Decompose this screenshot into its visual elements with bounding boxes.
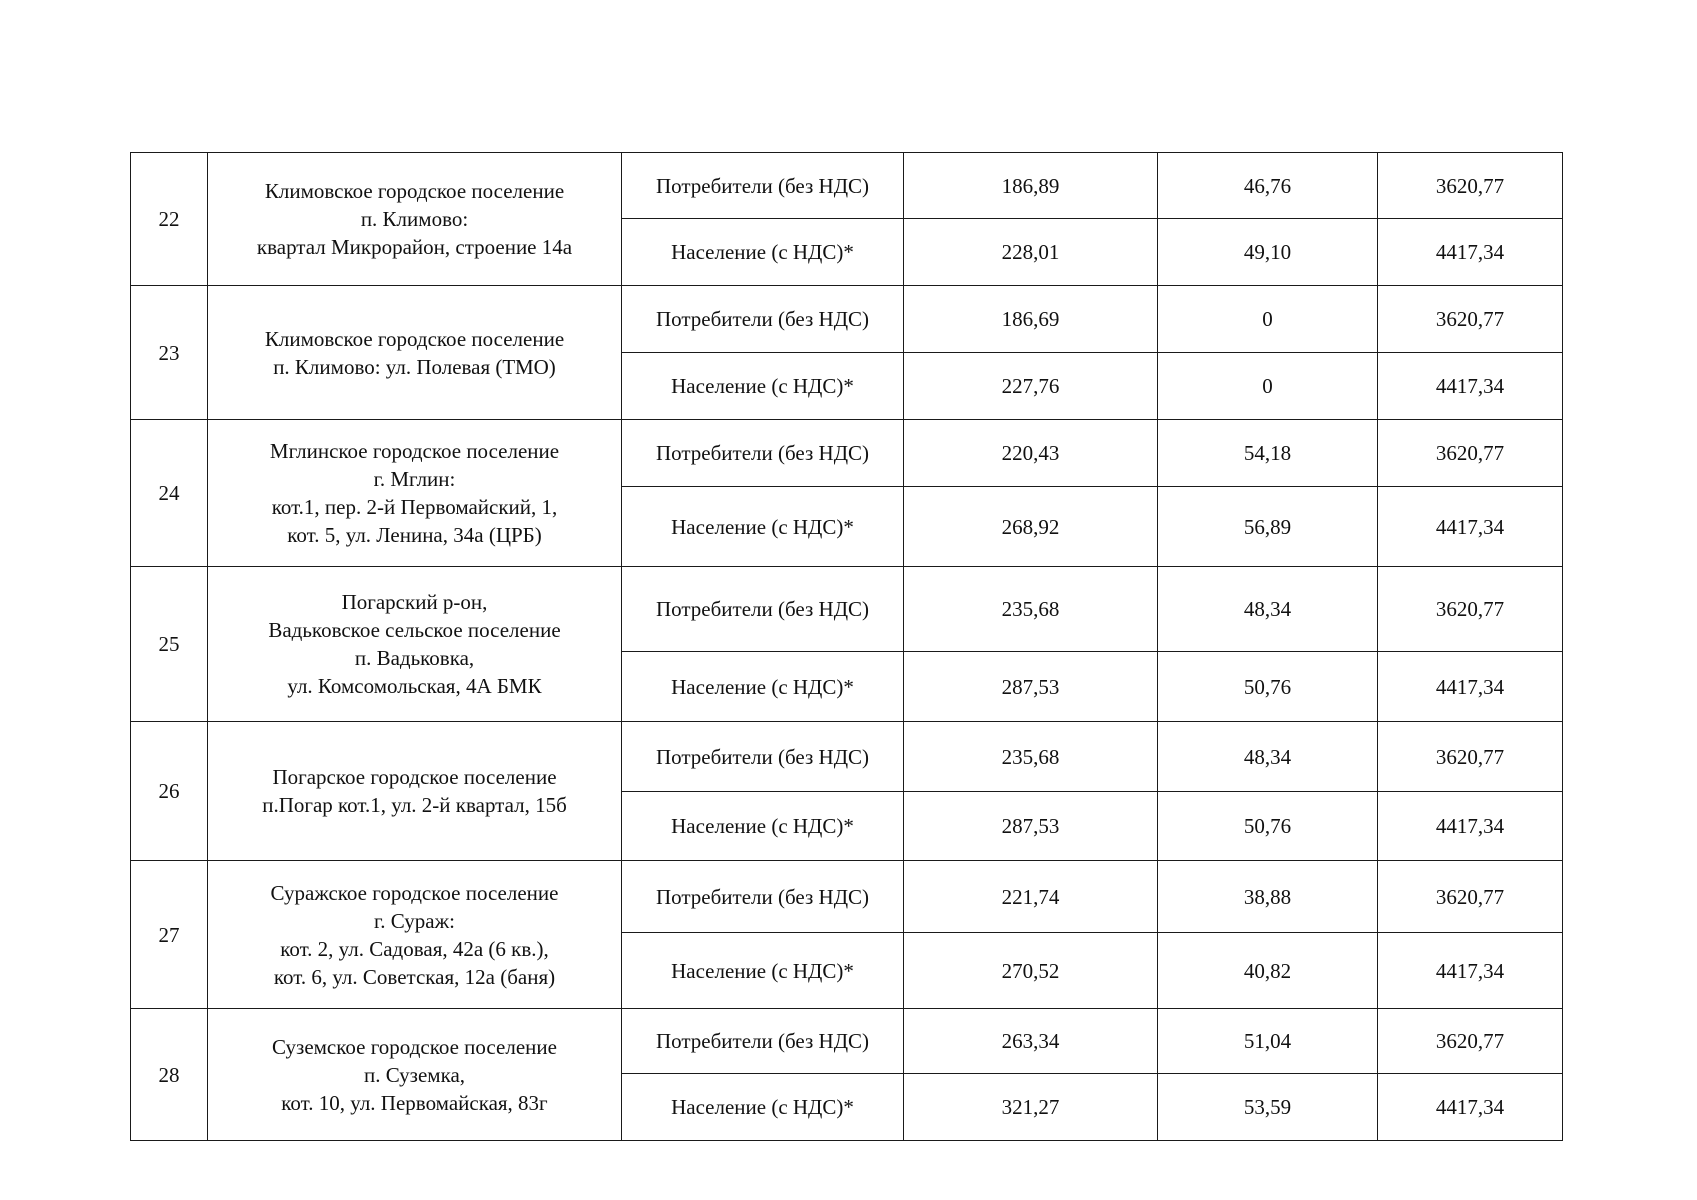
- tariff-value: 53,59: [1158, 1074, 1378, 1141]
- address-line: п.Погар кот.1, ул. 2-й квартал, 15б: [262, 793, 567, 817]
- tariff-table-body: [131, 153, 1563, 1141]
- address-line: Суражское городское поселение: [270, 880, 559, 905]
- tariff-value: 227,76: [904, 353, 1158, 420]
- tariff-value: 50,76: [1158, 792, 1378, 861]
- address-line: квартал Микрорайон, строение 14а: [256, 235, 573, 259]
- tariff-value: 49,10: [1158, 219, 1378, 286]
- tariff-value: 268,92: [904, 487, 1158, 567]
- tariff-value: 56,89: [1158, 487, 1378, 567]
- address-line: кот. 2, ул. Садовая, 42а (6 кв.),: [280, 936, 549, 961]
- tariff-value: 38,88: [1158, 861, 1378, 933]
- table-row: [131, 286, 1563, 353]
- address-line: г. Сураж:: [374, 908, 455, 933]
- consumer-category: Потребители (без НДС): [622, 722, 904, 792]
- tariff-value: 4417,34: [1378, 219, 1563, 286]
- address-line: Климовское городское поселение: [264, 179, 565, 203]
- tariff-value: 4417,34: [1378, 652, 1563, 722]
- address-line: п. Суземка,: [363, 1062, 466, 1087]
- tariff-value: 321,27: [904, 1074, 1158, 1141]
- consumer-category: Население (с НДС)*: [622, 1074, 904, 1141]
- tariff-value: 287,53: [904, 652, 1158, 722]
- tariff-value: 4417,34: [1378, 353, 1563, 420]
- tariff-value: 3620,77: [1378, 861, 1563, 933]
- tariff-value: 3620,77: [1378, 722, 1563, 792]
- tariff-value: 221,74: [904, 861, 1158, 933]
- settlement-address: [208, 153, 622, 286]
- tariff-value: 48,34: [1158, 567, 1378, 652]
- address-line: п. Вадьковка,: [354, 646, 475, 670]
- row-number: 28: [131, 1009, 208, 1141]
- tariff-value: 48,34: [1158, 722, 1378, 792]
- address-line: п. Климово:: [360, 207, 469, 231]
- tariff-value: 263,34: [904, 1009, 1158, 1074]
- tariff-value: 3620,77: [1378, 286, 1563, 353]
- tariff-value: 186,89: [904, 153, 1158, 219]
- row-number: 26: [131, 722, 208, 861]
- consumer-category: Население (с НДС)*: [622, 219, 904, 286]
- table-row: [131, 567, 1563, 652]
- address-line: Вадьковское сельское поселение: [268, 618, 561, 642]
- tariff-value: 3620,77: [1378, 1009, 1563, 1074]
- address-line: п. Климово: ул. Полевая (ТМО): [273, 354, 556, 379]
- tariff-value: 235,68: [904, 722, 1158, 792]
- tariff-value: 51,04: [1158, 1009, 1378, 1074]
- settlement-address: [208, 722, 622, 861]
- address-line: кот. 6, ул. Советская, 12а (баня): [273, 964, 556, 989]
- tariff-value: 40,82: [1158, 933, 1378, 1009]
- consumer-category: Потребители (без НДС): [622, 420, 904, 487]
- tariff-value: 186,69: [904, 286, 1158, 353]
- tariff-value: 0: [1158, 286, 1378, 353]
- tariff-value: 3620,77: [1378, 420, 1563, 487]
- settlement-address: [208, 861, 622, 1009]
- row-number: 25: [131, 567, 208, 722]
- address-line: кот. 10, ул. Первомайская, 83г: [281, 1090, 548, 1115]
- settlement-address: [208, 286, 622, 420]
- consumer-category: Население (с НДС)*: [622, 487, 904, 567]
- table-row: [131, 420, 1563, 487]
- row-number: 24: [131, 420, 208, 567]
- tariff-value: 3620,77: [1378, 567, 1563, 652]
- consumer-category: Потребители (без НДС): [622, 1009, 904, 1074]
- row-number: 27: [131, 861, 208, 1009]
- tariff-value: 54,18: [1158, 420, 1378, 487]
- settlement-address: [208, 420, 622, 567]
- settlement-address: [208, 1009, 622, 1141]
- tariff-table: [130, 152, 1563, 1141]
- address-line: Суземское городское поселение: [272, 1034, 557, 1059]
- consumer-category: Потребители (без НДС): [622, 153, 904, 219]
- tariff-value: 4417,34: [1378, 1074, 1563, 1141]
- tariff-value: 287,53: [904, 792, 1158, 861]
- consumer-category: Потребители (без НДС): [622, 861, 904, 933]
- address-line: кот.1, пер. 2-й Первомайский, 1,: [271, 495, 558, 519]
- consumer-category: Потребители (без НДС): [622, 567, 904, 652]
- settlement-address: [208, 567, 622, 722]
- tariff-value: 3620,77: [1378, 153, 1563, 219]
- address-line: Погарский р-он,: [341, 590, 488, 614]
- tariff-value: 4417,34: [1378, 487, 1563, 567]
- consumer-category: Население (с НДС)*: [622, 933, 904, 1009]
- table-row: [131, 722, 1563, 792]
- tariff-value: 220,43: [904, 420, 1158, 487]
- tariff-value: 50,76: [1158, 652, 1378, 722]
- table-row: [131, 153, 1563, 219]
- address-line: Мглинское городское поселение: [269, 439, 560, 463]
- tariff-value: 4417,34: [1378, 792, 1563, 861]
- tariff-value: 270,52: [904, 933, 1158, 1009]
- row-number: 22: [131, 153, 208, 286]
- consumer-category: Население (с НДС)*: [622, 652, 904, 722]
- tariff-value: 235,68: [904, 567, 1158, 652]
- table-row: [131, 861, 1563, 933]
- tariff-value: 4417,34: [1378, 933, 1563, 1009]
- tariff-value: 46,76: [1158, 153, 1378, 219]
- tariff-value: 0: [1158, 353, 1378, 420]
- table-row: [131, 1009, 1563, 1074]
- address-line: Климовское городское поселение: [264, 326, 565, 351]
- address-line: ул. Комсомольская, 4А БМК: [287, 674, 542, 698]
- tariff-value: 228,01: [904, 219, 1158, 286]
- address-line: кот. 5, ул. Ленина, 34а (ЦРБ): [287, 523, 542, 547]
- address-line: Погарское городское поселение: [272, 765, 557, 789]
- consumer-category: Потребители (без НДС): [622, 286, 904, 353]
- address-line: г. Мглин:: [373, 467, 456, 491]
- row-number: 23: [131, 286, 208, 420]
- consumer-category: Население (с НДС)*: [622, 353, 904, 420]
- consumer-category: Население (с НДС)*: [622, 792, 904, 861]
